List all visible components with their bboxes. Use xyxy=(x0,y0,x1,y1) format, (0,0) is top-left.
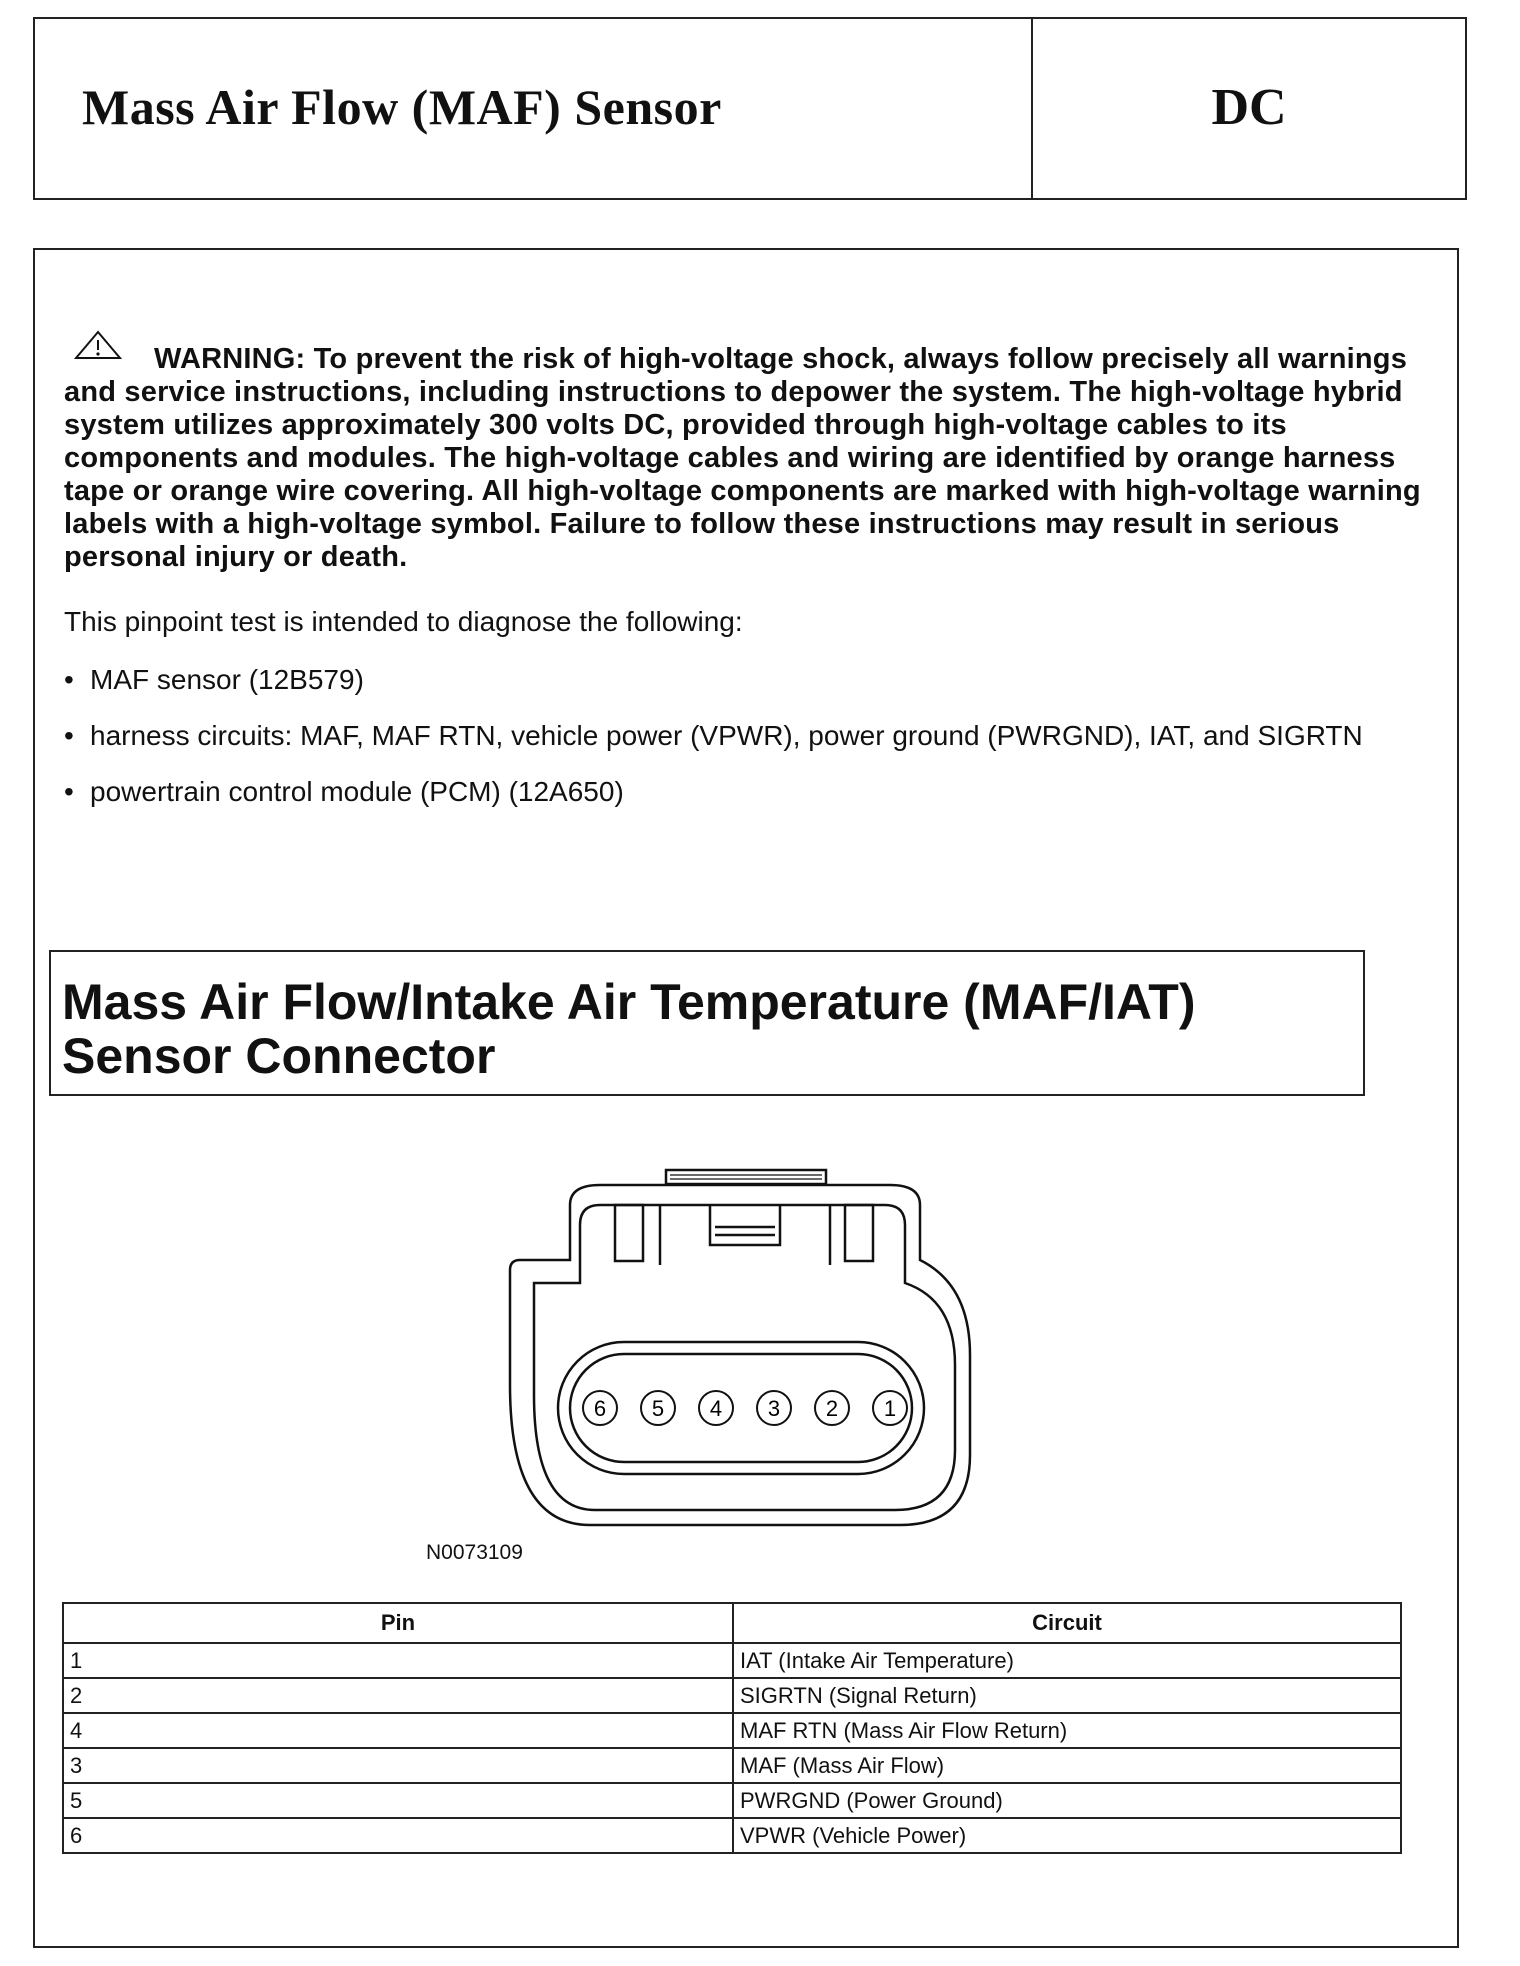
section-heading: Mass Air Flow/Intake Air Temperature (MAF/IAT) Sensor Connector xyxy=(62,974,1196,1084)
section-code: DC xyxy=(1211,79,1287,136)
table-row xyxy=(63,1678,1401,1713)
pin-cell: 1 xyxy=(63,1643,733,1678)
table-header-row xyxy=(63,1603,1401,1643)
column-header-circuit: Circuit xyxy=(733,1603,1401,1643)
pin-4 xyxy=(699,1391,733,1425)
pin-cell: 4 xyxy=(63,1713,733,1748)
diagnosis-list xyxy=(64,664,1424,832)
list-item: • harness circuits: MAF, MAF RTN, vehicle power (VPWR), power ground (PWRGND), IAT, and SIGRTN xyxy=(64,720,1424,752)
pin-label: 5 xyxy=(651,1396,665,1421)
pin-circuit-table xyxy=(62,1602,1402,1854)
table-row xyxy=(63,1748,1401,1783)
pin-cell: 5 xyxy=(63,1783,733,1818)
table-row xyxy=(63,1713,1401,1748)
circuit-cell: IAT (Intake Air Temperature) xyxy=(733,1643,1401,1678)
pin-label: 2 xyxy=(825,1396,839,1421)
pin-label: 6 xyxy=(593,1396,607,1421)
column-header-pin: Pin xyxy=(63,1603,733,1643)
circuit-cell: VPWR (Vehicle Power) xyxy=(733,1818,1401,1853)
pin-5 xyxy=(641,1391,675,1425)
list-item: • MAF sensor (12B579) xyxy=(64,664,1424,696)
pin-1 xyxy=(873,1391,907,1425)
table-row xyxy=(63,1643,1401,1678)
circuit-cell: PWRGND (Power Ground) xyxy=(733,1783,1401,1818)
connector-diagram xyxy=(500,1155,980,1545)
pin-label: 3 xyxy=(767,1396,781,1421)
pin-cell: 2 xyxy=(63,1678,733,1713)
list-item: • powertrain control module (PCM) (12A650) xyxy=(64,776,1424,808)
table-row xyxy=(63,1818,1401,1853)
pin-2 xyxy=(815,1391,849,1425)
pin-label: 1 xyxy=(883,1396,897,1421)
pin-label: 4 xyxy=(709,1396,723,1421)
page-title: Mass Air Flow (MAF) Sensor xyxy=(82,79,722,135)
circuit-cell: SIGRTN (Signal Return) xyxy=(733,1678,1401,1713)
pin-6 xyxy=(583,1391,617,1425)
pin-cell: 6 xyxy=(63,1818,733,1853)
figure-id: N0073109 xyxy=(426,1541,523,1564)
table-row xyxy=(63,1783,1401,1818)
pin-cell: 3 xyxy=(63,1748,733,1783)
warning-text: WARNING: To prevent the risk of high-voltage shock, always follow precisely all warnings and service instructions, including instructions to depower the system. The high-voltage hybrid system utilizes approximately 300 volts DC, provided through high-voltage cables to its components and modules. The high-voltage cables and wiring are identified by orange harness tape or orange wire covering. All high-voltage components are marked with high-voltage warning labels with a high-voltage symbol. Failure to follow these instructions may result in serious personal injury or death. xyxy=(64,343,1421,573)
circuit-cell: MAF (Mass Air Flow) xyxy=(733,1748,1401,1783)
pin-3 xyxy=(757,1391,791,1425)
circuit-cell: MAF RTN (Mass Air Flow Return) xyxy=(733,1713,1401,1748)
intro-text: This pinpoint test is intended to diagnose the following: xyxy=(64,606,743,637)
